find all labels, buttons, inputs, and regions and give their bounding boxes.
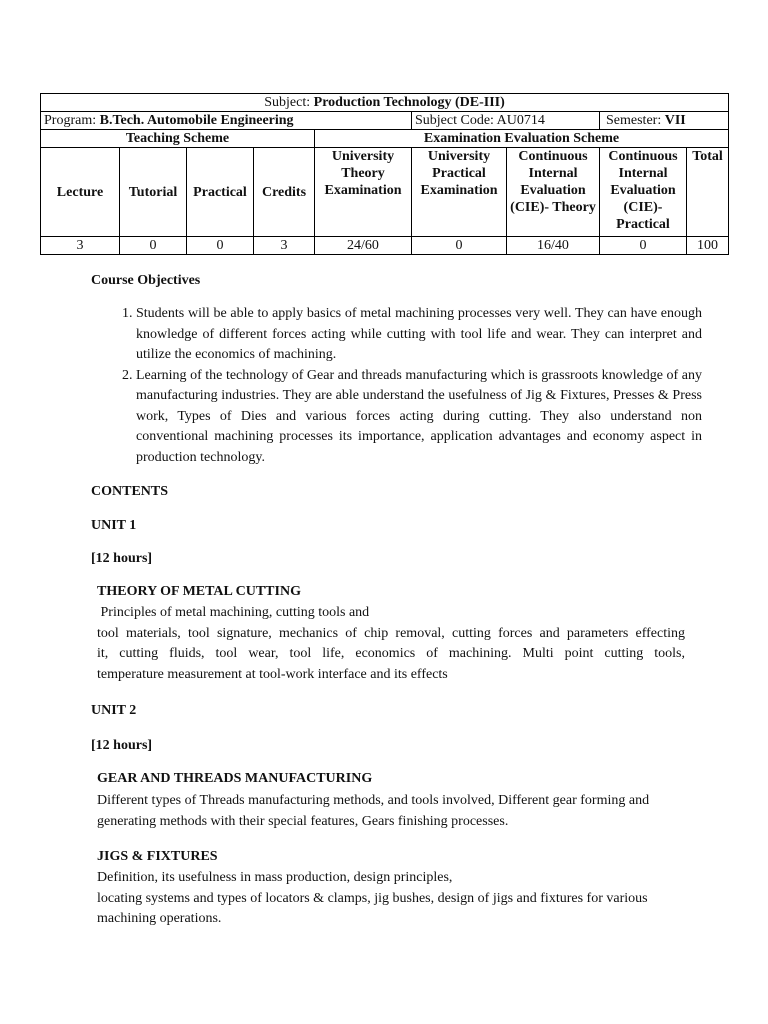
unit1-line: it, cutting fluids, tool wear, tool life, economics of machining. Multi point cutting tools, (97, 646, 685, 661)
unit1-line: tool materials, tool signature, mechanics of chip removal, cutting forces and parameters effecting (97, 625, 685, 641)
program-value: B.Tech. Automobile Engineering (99, 113, 294, 128)
unit1-hours: [12 hours] (91, 551, 153, 566)
unit2-topic1-line: Different types of Threads manufacturing methods, and tools involved, Different gear forming and (97, 793, 650, 808)
unit1-label: UNIT 1 (91, 518, 137, 533)
unit1-line: temperature measurement at tool-work interface and its effects (97, 666, 448, 682)
objective-item: 1. Students will be able to apply basics of metal machining processes very well. They can have enough knowledge of different forces acting while cutting with tool life and wear. They can interpret and utilize the economics of machining. (136, 304, 702, 366)
subject-code-cell (412, 112, 600, 130)
col-cie-practical: Continuous Internal Evaluation (CIE)- Practical (600, 148, 687, 237)
value-cie-practical: 0 (600, 237, 687, 255)
unit2-label: UNIT 2 (91, 703, 137, 718)
col-lecture: Lecture (41, 148, 120, 237)
subject-label: Subject: (264, 95, 311, 110)
unit2-topic1-title: GEAR AND THREADS MANUFACTURING (97, 771, 373, 786)
objectives-list (112, 304, 702, 468)
subject-cell (41, 94, 729, 112)
value-lecture: 3 (41, 237, 120, 255)
subject-row (41, 94, 729, 112)
unit2-topic2-title: JIGS & FIXTURES (97, 849, 218, 864)
unit1-line: Principles of metal machining, cutting tools and (97, 605, 370, 620)
program-label: Program: (44, 113, 97, 128)
unit2-topic2-description (97, 868, 685, 930)
column-header-row (41, 148, 729, 237)
value-cie-theory: 16/40 (507, 237, 600, 255)
value-university-theory: 24/60 (315, 237, 412, 255)
value-practical: 0 (187, 237, 254, 255)
program-row (41, 112, 729, 130)
col-practical: Practical (187, 148, 254, 237)
subject-code: Subject Code: AU0714 (415, 113, 545, 128)
exam-scheme-title: Examination Evaluation Scheme (315, 130, 729, 148)
unit2-topic1-description (97, 791, 685, 832)
scheme-title-row (41, 130, 729, 148)
values-row (41, 237, 729, 255)
value-university-practical: 0 (412, 237, 507, 255)
col-total: Total (687, 148, 729, 237)
unit2-hours: [12 hours] (91, 738, 153, 753)
subject-value: Production Technology (DE-III) (313, 95, 505, 110)
col-credits: Credits (254, 148, 315, 237)
col-cie-theory: Continuous Internal Evaluation (CIE)- Theory (507, 148, 600, 237)
value-credits: 3 (254, 237, 315, 255)
objectives-heading: Course Objectives (91, 273, 201, 288)
col-tutorial: Tutorial (120, 148, 187, 237)
contents-heading: CONTENTS (91, 484, 169, 499)
unit2-topic2-line: locating systems and types of locators & clamps, jig bushes, design of jigs and fixtures for various (97, 890, 648, 906)
value-total: 100 (687, 237, 729, 255)
unit1-description (97, 603, 685, 685)
objective-item: 2. Learning of the technology of Gear and threads manufacturing which is grassroots knowledge of any manufacturing industries. They are able understand the usefulness of Jig & Fixtures, Presses & Press work, Types of Dies and various forces acting during cutting. They also understand non conventional machining processes its importance, application advantages and economy aspect in production technology. (136, 366, 702, 469)
unit1-topic-title: THEORY OF METAL CUTTING (97, 584, 301, 599)
col-university-practical: University Practical Examination (412, 148, 507, 237)
teaching-scheme-title: Teaching Scheme (41, 130, 315, 148)
program-cell (41, 112, 412, 130)
semester-value: VII (664, 113, 686, 128)
semester-cell (600, 112, 729, 130)
scheme-table (40, 93, 729, 255)
unit2-topic2-line: Definition, its usefulness in mass production, design principles, (97, 870, 453, 885)
unit2-topic1-line: generating methods with their special features, Gears finishing processes. (97, 813, 509, 829)
semester-label: Semester: (606, 113, 662, 128)
col-university-theory: University Theory Examination (315, 148, 412, 237)
value-tutorial: 0 (120, 237, 187, 255)
unit2-topic2-line: machining operations. (97, 911, 222, 926)
